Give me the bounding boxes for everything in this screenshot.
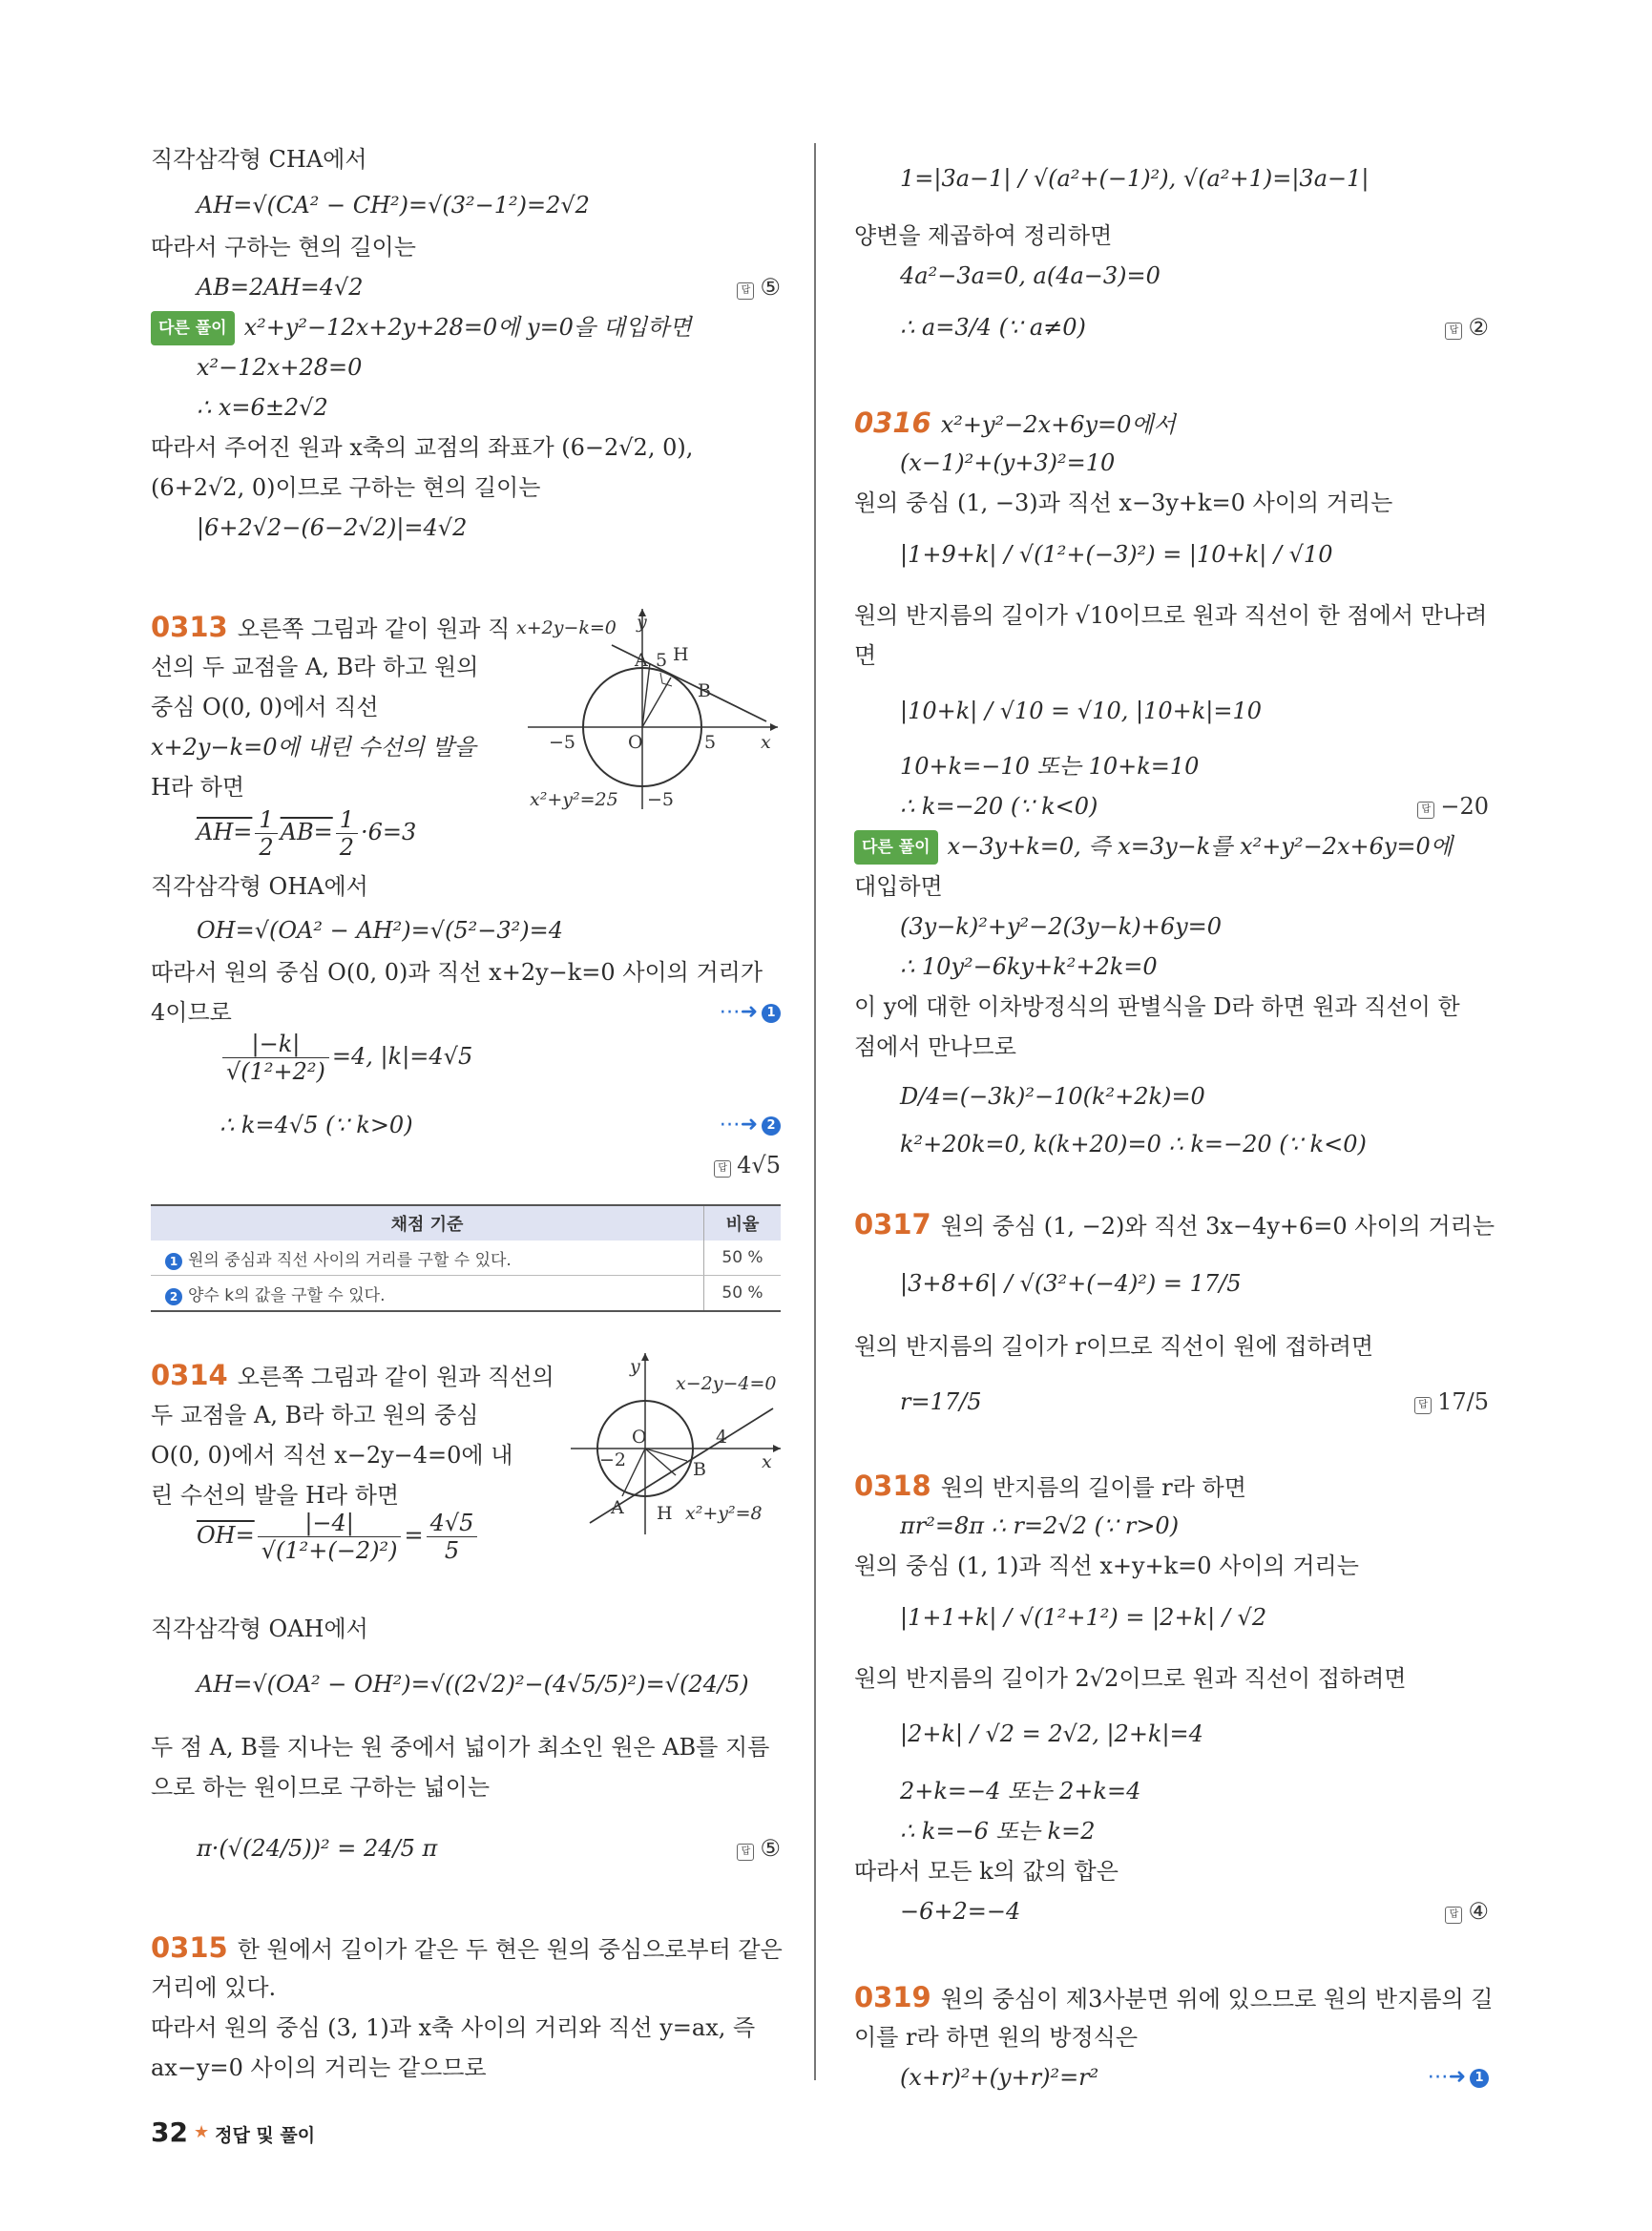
line-label: x−2y−4=0 [676,1373,777,1394]
text-line: O(0, 0)에서 직선 x−2y−4=0에 내 [151,1442,513,1469]
math-line: |2+k| / √2 = 2√2, |2+k|=4 [900,1720,1203,1747]
text-line: 면 [854,642,877,669]
text-line: 거리에 있다. [151,1974,277,2001]
answer-icon: 답 [1445,323,1462,340]
figure-0313 [516,609,781,810]
math-line: x²−12x+28=0 [197,354,363,381]
math-line: πr²=8π ∴ r=2√2 (∵ r>0) [900,1512,1180,1539]
answer-marker: 답 −20 [1417,790,1489,823]
figure-0314 [571,1353,785,1539]
alt-solution-line: 다른 풀이 x²+y²−12x+2y+28=0에 y=0을 대입하면 [151,311,692,345]
table-cell: 50 % [704,1276,782,1312]
answer-icon: 답 [714,1160,731,1178]
text-line: 으로 하는 원이므로 구하는 넓이는 [151,1774,491,1801]
math-line: |1+9+k| / √(1²+(−3)²) = |10+k| / √10 [900,541,1333,568]
text-line: 따라서 모든 k의 값의 합은 [854,1858,1119,1885]
alt-solution-badge: 다른 풀이 [854,830,938,865]
problem-number: 0317 [854,1208,931,1241]
problem-number: 0319 [854,1981,931,2013]
answer-icon: 답 [1445,1907,1462,1924]
math-line: −6+2=−4 [900,1898,1021,1925]
answer-marker: 답 17/5 [1414,1386,1489,1418]
star-icon: ★ [193,2122,210,2142]
math-line: 4a²−3a=0, a(4a−3)=0 [900,262,1161,289]
math-line: (3y−k)²+y²−2(3y−k)+6y=0 [900,913,1223,940]
grading-table [151,1204,781,1312]
math-line: π·(√(24/5))² = 24/5 π [197,1835,438,1862]
math-line: ∴ k=−20 (∵ k<0) [900,793,1098,820]
answer-marker: 답 ⑤ [737,1832,781,1865]
point-B-label: B [693,1459,706,1480]
math-line: AH=√(CA² − CH²)=√(3²−1²)=2√2 [197,192,590,219]
problem-number: 0318 [854,1470,931,1502]
answer-icon: 답 [737,1844,754,1861]
text-line: 따라서 구하는 현의 길이는 [151,234,416,261]
radius-label: 5 [656,650,668,671]
step-marker-2: ⋯➜ 2 [720,1109,781,1141]
text-line: 따라서 원의 중심 O(0, 0)과 직선 x+2y−k=0 사이의 거리가 [151,959,763,986]
text-line: (6+2√2, 0)이므로 구하는 현의 길이는 [151,474,541,501]
problem-0315-line: 0315 한 원에서 길이가 같은 두 현은 원의 중심으로부터 같은 [151,1931,783,1964]
tick-neg5: −5 [549,732,576,753]
text-line: 린 수선의 발을 H라 하면 [151,1482,400,1509]
math-line: k²+20k=0, k(k+20)=0 ∴ k=−20 (∵ k<0) [900,1131,1367,1157]
answer-icon: 답 [737,282,754,300]
text-line: 선의 두 교점을 A, B라 하고 원의 [151,654,479,680]
math-line: AH= $\frac{1}{2}$ AB= $\frac{1}{2}$ ·6=3 [197,806,417,861]
problem-0318-line: 0318 원의 반지름의 길이를 r라 하면 [854,1470,1246,1502]
answer-marker: 답 ⑤ [737,271,781,303]
math-line: $\frac{|-k|}{\text{√(1²+2²)}}$ =4, |k|=4√5 [220,1031,472,1085]
problem-number: 0316 [854,407,931,439]
text-line: 직각삼각형 OHA에서 [151,873,368,900]
text-line: 원의 중심 (1, 1)과 직선 x+y+k=0 사이의 거리는 [854,1553,1359,1579]
page-footer [151,2116,315,2148]
math-line: ∴ k=−6 또는 k=2 [900,1818,1096,1845]
tick-5: 5 [704,732,717,753]
table-row [151,1241,781,1276]
table-row [151,1276,781,1312]
origin-label: O [632,1427,647,1448]
axis-x-label: x [761,732,771,753]
tick-4: 4 [716,1427,728,1448]
math-line: (x−1)²+(y+3)²=10 [900,449,1116,476]
point-H-label: H [673,644,689,665]
math-line: AH=√(OA² − OH²)=√((2√2)²−(4√5/5)²)=√(24/5) [197,1671,749,1698]
step-marker-1: ⋯➜ 1 [720,996,781,1029]
page-number: 32 [151,2116,188,2148]
math-line: (x+r)²+(y+r)²=r² [900,2064,1099,2091]
text-line: 따라서 원의 중심 (3, 1)과 x축 사이의 거리와 직선 y=ax, 즉 [151,2014,756,2041]
text-line: 양변을 제곱하여 정리하면 [854,222,1113,249]
math-line: 2+k=−4 또는 2+k=4 [900,1778,1141,1804]
math-line: ∴ x=6±2√2 [197,394,328,421]
math-line: |3+8+6| / √(3²+(−4)²) = 17/5 [900,1270,1242,1297]
math-line: 1=|3a−1| / √(a²+(−1)²), √(a²+1)=|3a−1| [900,165,1370,192]
math-line: |1+1+k| / √(1²+1²) = |2+k| / √2 [900,1604,1267,1631]
table-cell: 50 % [704,1241,782,1276]
math-line: r=17/5 [900,1388,982,1415]
text-line: 중심 O(0, 0)에서 직선 [151,694,379,720]
text-line: 두 교점을 A, B라 하고 원의 중심 [151,1402,479,1428]
problem-0319-line: 0319 원의 중심이 제3사분면 위에 있으므로 원의 반지름의 길 [854,1981,1494,2013]
answer-marker: 답 ② [1445,311,1489,344]
table-header: 채점 기준 [151,1205,704,1241]
text-line: 직각삼각형 CHA에서 [151,146,367,173]
text-line: 4이므로 [151,999,232,1026]
text-line: 이를 r라 하면 원의 방정식은 [854,2024,1139,2051]
point-A-label: A [611,1497,624,1518]
table-header-row [151,1205,781,1241]
math-line: OH=√(OA² − AH²)=√(5²−3²)=4 [197,917,564,944]
text-line: 점에서 만나므로 [854,1033,1016,1060]
axis-y-label: y [637,612,647,633]
problem-0317-line: 0317 원의 중심 (1, −2)와 직선 3x−4y+6=0 사이의 거리는 [854,1208,1495,1241]
text-line: 이 y에 대한 이차방정식의 판별식을 D라 하면 원과 직선이 한 [854,993,1460,1020]
point-A-label: A [635,650,648,671]
answer-marker: 답 4√5 [714,1149,781,1181]
math-line: ∴ 10y²−6ky+k²+2k=0 [900,953,1158,980]
problem-number: 0313 [151,611,228,643]
line-label: x+2y−k=0 [516,617,617,638]
math-line: AB=2AH=4√2 [197,274,364,301]
text-line: 직각삼각형 OAH에서 [151,1616,368,1642]
math-line: ∴ a=3/4 (∵ a≠0) [900,314,1086,341]
math-line: D/4=(−3k)²−10(k²+2k)=0 [900,1083,1205,1110]
math-line: |6+2√2−(6−2√2)|=4√2 [197,514,468,541]
math-line: OH= $\frac{|-4|}{\text{√(1²+(−2)²)}}$ = $\frac{4√5}{5}$ [197,1510,480,1564]
alt-solution-badge: 다른 풀이 [151,311,235,345]
axis-x-label: x [762,1451,772,1472]
math-line: 10+k=−10 또는 10+k=10 [900,753,1200,780]
answer-icon: 답 [1417,802,1434,819]
problem-0314-line: 0314 오른쪽 그림과 같이 원과 직선의 [151,1359,554,1391]
alt-solution-line: 다른 풀이 x−3y+k=0, 즉 x=3y−k를 x²+y²−2x+6y=0에 [854,830,1453,865]
math-line: ∴ k=4√5 (∵ k>0) [220,1112,413,1138]
point-B-label: B [698,680,711,701]
table-cell: 1 원의 중심과 직선 사이의 거리를 구할 수 있다. [151,1241,704,1276]
tick-neg5-y: −5 [647,789,675,810]
answer-marker: 답 ④ [1445,1895,1489,1928]
table-cell: 2 양수 k의 값을 구할 수 있다. [151,1276,704,1312]
text-line: 원의 반지름의 길이가 2√2이므로 원과 직선이 접하려면 [854,1665,1407,1692]
step-marker-1: ⋯➜ 1 [1428,2061,1489,2094]
circle-label: x²+y²=25 [530,789,618,810]
text-line: 따라서 주어진 원과 x축의 교점의 좌표가 (6−2√2, 0), [151,434,694,461]
tick-neg2: −2 [599,1449,627,1470]
text-line: 원의 반지름의 길이가 r이므로 직선이 원에 접하려면 [854,1333,1374,1360]
column-divider [814,143,816,2080]
text-line: ax−y=0 사이의 거리는 같으므로 [151,2054,487,2081]
text-line: 대입하면 [854,873,943,900]
math-line: |10+k| / √10 = √10, |10+k|=10 [900,698,1263,724]
text-line: 원의 중심 (1, −3)과 직선 x−3y+k=0 사이의 거리는 [854,490,1393,516]
circle-label: x²+y²=8 [685,1503,763,1524]
text-line: x+2y−k=0에 내린 수선의 발을 [151,734,476,761]
text-line: H라 하면 [151,774,245,801]
problem-0316-line: 0316 x²+y²−2x+6y=0에서 [854,407,1176,439]
text-line: 두 점 A, B를 지나는 원 중에서 넓이가 최소인 원은 AB를 지름 [151,1734,770,1761]
problem-0313-line: 0313 오른쪽 그림과 같이 원과 직 [151,611,511,643]
answer-icon: 답 [1414,1397,1432,1414]
problem-number: 0315 [151,1931,228,1964]
origin-label: O [628,732,643,753]
problem-number: 0314 [151,1359,228,1391]
footer-title: 정답 및 풀이 [215,2125,316,2146]
text-line: 원의 반지름의 길이가 √10이므로 원과 직선이 한 점에서 만나려 [854,602,1488,629]
table-header: 비율 [704,1205,782,1241]
axis-y-label: y [630,1356,640,1377]
point-H-label: H [657,1503,673,1524]
